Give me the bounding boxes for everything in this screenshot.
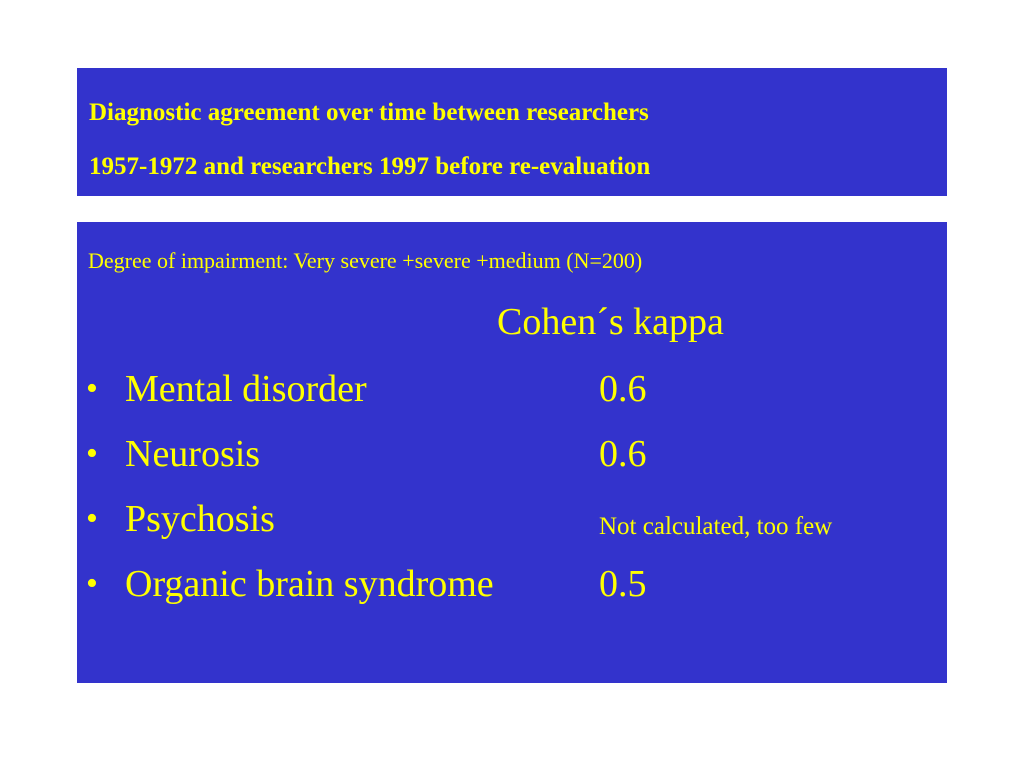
- list-item-neurosis: [77, 429, 947, 479]
- list-item-mental-disorder: [77, 364, 947, 414]
- kappa-value: 0.6: [599, 368, 647, 410]
- bullet-icon: •: [86, 565, 98, 602]
- bullet-icon: •: [86, 370, 98, 407]
- title-box: [77, 68, 947, 196]
- row-label: Psychosis: [125, 498, 275, 540]
- kappa-value: Not calculated, too few: [599, 513, 833, 540]
- kappa-value: 0.5: [599, 563, 647, 605]
- row-label: Neurosis: [125, 433, 261, 475]
- title-line-1: Diagnostic agreement over time between researchers: [89, 99, 649, 126]
- list-item-organic-brain-syndrome: [77, 559, 947, 609]
- impairment-subtitle: Degree of impairment: Very severe +severe +medium (N=200): [88, 248, 643, 273]
- content-box: [77, 222, 947, 683]
- row-label: Mental disorder: [125, 368, 367, 410]
- kappa-column-header: Cohen´s kappa: [497, 301, 724, 343]
- title-line-2: 1957-1972 and researchers 1997 before re-evaluation: [89, 153, 651, 180]
- bullet-icon: •: [86, 500, 98, 537]
- row-label: Organic brain syndrome: [125, 563, 494, 605]
- bullet-icon: •: [86, 435, 98, 472]
- kappa-value: 0.6: [599, 433, 647, 475]
- list-item-psychosis: [77, 494, 947, 544]
